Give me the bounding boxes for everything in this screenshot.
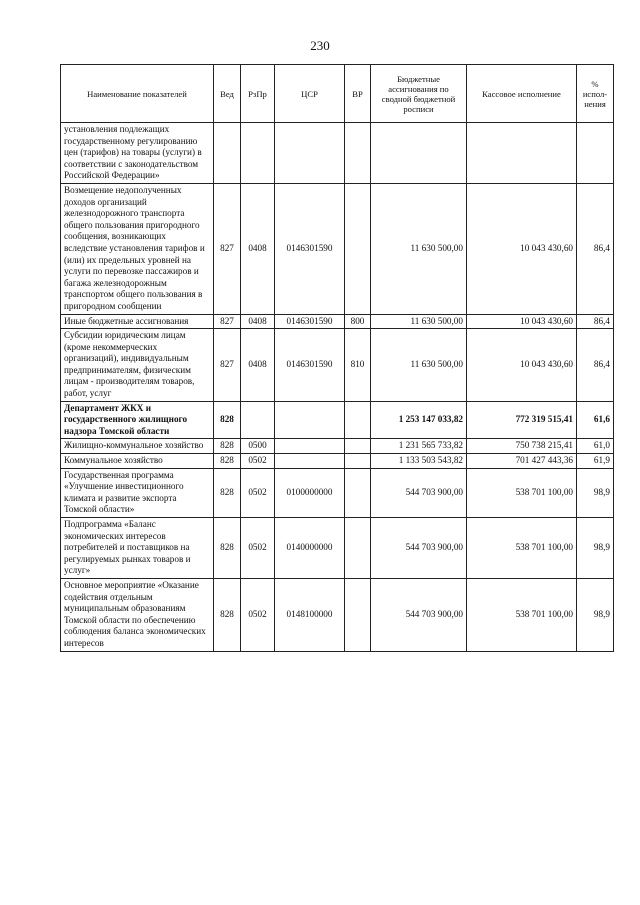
row-budget-cell: 544 703 900,00 <box>371 518 467 579</box>
row-vr-cell <box>345 454 371 469</box>
table-row <box>61 314 614 329</box>
row-rzpr-cell: 0502 <box>241 518 275 579</box>
row-budget-cell: 1 231 565 733,82 <box>371 439 467 454</box>
row-rzpr-cell: 0502 <box>241 578 275 651</box>
row-budget-cell: 1 133 503 543,82 <box>371 454 467 469</box>
row-cash-cell: 750 738 215,41 <box>467 439 577 454</box>
row-ved-cell: 827 <box>214 314 241 329</box>
row-name-cell: Иные бюджетные ассигнования <box>61 314 214 329</box>
row-percent-cell: 61,0 <box>577 439 614 454</box>
column-header-cash: Кассовое исполнение <box>467 65 577 123</box>
row-csr-cell: 0146301590 <box>275 314 345 329</box>
row-name-cell: Коммунальное хозяйство <box>61 454 214 469</box>
row-cash-cell: 10 043 430,60 <box>467 329 577 402</box>
row-cash-cell <box>467 123 577 184</box>
row-percent-cell: 61,9 <box>577 454 614 469</box>
table-row <box>61 329 614 402</box>
row-budget-cell: 544 703 900,00 <box>371 468 467 517</box>
row-rzpr-cell: 0502 <box>241 468 275 517</box>
row-csr-cell <box>275 454 345 469</box>
column-header-budget: Бюджетные ассигнования по сводной бюджетной росписи <box>371 65 467 123</box>
row-percent-cell: 98,9 <box>577 578 614 651</box>
row-vr-cell <box>345 183 371 314</box>
row-name-cell: Основное мероприятие «Оказание содействия отдельным муниципальным образованиям Томской области по обеспечению соблюдения баланса экономических интересов <box>61 578 214 651</box>
row-cash-cell: 538 701 100,00 <box>467 518 577 579</box>
row-vr-cell <box>345 578 371 651</box>
row-percent-cell: 61,6 <box>577 401 614 439</box>
row-csr-cell <box>275 439 345 454</box>
row-vr-cell <box>345 439 371 454</box>
page-number: 230 <box>310 38 330 53</box>
row-percent-cell: 98,9 <box>577 468 614 517</box>
row-percent-cell: 86,4 <box>577 314 614 329</box>
row-name-cell: Подпрограмма «Баланс экономических интересов потребителей и поставщиков на регулируемых рынках товаров и услуг» <box>61 518 214 579</box>
row-name-cell: установления подлежащих государственному регулированию цен (тарифов) на товары (услуги) в соответствии с законодательством Российской Федерации» <box>61 123 214 184</box>
column-header-csr: ЦСР <box>275 65 345 123</box>
row-vr-cell <box>345 518 371 579</box>
row-ved-cell: 828 <box>214 578 241 651</box>
row-csr-cell: 0146301590 <box>275 183 345 314</box>
row-ved-cell: 828 <box>214 401 241 439</box>
row-vr-cell <box>345 401 371 439</box>
row-ved-cell: 828 <box>214 439 241 454</box>
row-vr-cell <box>345 123 371 184</box>
row-budget-cell: 11 630 500,00 <box>371 183 467 314</box>
table-row <box>61 518 614 579</box>
row-rzpr-cell: 0408 <box>241 329 275 402</box>
column-header-ved: Вед <box>214 65 241 123</box>
row-csr-cell: 0100000000 <box>275 468 345 517</box>
row-cash-cell: 10 043 430,60 <box>467 314 577 329</box>
row-rzpr-cell: 0500 <box>241 439 275 454</box>
row-rzpr-cell <box>241 123 275 184</box>
row-percent-cell <box>577 123 614 184</box>
table-row <box>61 578 614 651</box>
row-name-cell: Государственная программа «Улучшение инвестиционного климата и развитие экспорта Томской области» <box>61 468 214 517</box>
table-header-row <box>61 65 614 123</box>
table-row <box>61 401 614 439</box>
column-header-name: Наименование показателей <box>61 65 214 123</box>
row-csr-cell <box>275 401 345 439</box>
column-header-rzpr: РзПр <box>241 65 275 123</box>
table-row <box>61 439 614 454</box>
row-vr-cell: 800 <box>345 314 371 329</box>
row-name-cell: Субсидии юридическим лицам (кроме некоммерческих организаций), индивидуальным предпринимателям, физическим лицам - производителям товаров, работ, услуг <box>61 329 214 402</box>
row-vr-cell <box>345 468 371 517</box>
row-ved-cell: 828 <box>214 454 241 469</box>
budget-execution-table <box>60 64 614 652</box>
row-vr-cell: 810 <box>345 329 371 402</box>
row-ved-cell: 828 <box>214 518 241 579</box>
row-percent-cell: 98,9 <box>577 518 614 579</box>
row-ved-cell <box>214 123 241 184</box>
table-row <box>61 123 614 184</box>
row-ved-cell: 827 <box>214 183 241 314</box>
row-budget-cell: 1 253 147 033,82 <box>371 401 467 439</box>
table-row <box>61 468 614 517</box>
row-percent-cell: 86,4 <box>577 183 614 314</box>
row-cash-cell: 701 427 443,36 <box>467 454 577 469</box>
row-percent-cell: 86,4 <box>577 329 614 402</box>
row-rzpr-cell: 0408 <box>241 314 275 329</box>
table-row <box>61 454 614 469</box>
row-name-cell: Жилищно-коммунальное хозяйство <box>61 439 214 454</box>
row-csr-cell: 0140000000 <box>275 518 345 579</box>
row-csr-cell: 0146301590 <box>275 329 345 402</box>
column-header-percent: % испол-нения <box>577 65 614 123</box>
row-csr-cell <box>275 123 345 184</box>
row-budget-cell: 11 630 500,00 <box>371 329 467 402</box>
row-cash-cell: 10 043 430,60 <box>467 183 577 314</box>
row-budget-cell: 544 703 900,00 <box>371 578 467 651</box>
row-rzpr-cell: 0408 <box>241 183 275 314</box>
row-rzpr-cell <box>241 401 275 439</box>
row-ved-cell: 827 <box>214 329 241 402</box>
row-cash-cell: 538 701 100,00 <box>467 468 577 517</box>
table-row <box>61 183 614 314</box>
row-name-cell: Департамент ЖКХ и государственного жилищного надзора Томской области <box>61 401 214 439</box>
row-ved-cell: 828 <box>214 468 241 517</box>
row-cash-cell: 772 319 515,41 <box>467 401 577 439</box>
row-budget-cell <box>371 123 467 184</box>
row-cash-cell: 538 701 100,00 <box>467 578 577 651</box>
row-rzpr-cell: 0502 <box>241 454 275 469</box>
row-budget-cell: 11 630 500,00 <box>371 314 467 329</box>
column-header-vr: ВР <box>345 65 371 123</box>
row-name-cell: Возмещение недополученных доходов организаций железнодорожного транспорта общего пользования пригородного сообщения, возникающих вследствие установления тарифов и (или) их предельных уровней на услуги по перевозке пассажиров и багажа железнодорожным транспортом общего пользования в пригородном сообщении <box>61 183 214 314</box>
row-csr-cell: 0148100000 <box>275 578 345 651</box>
